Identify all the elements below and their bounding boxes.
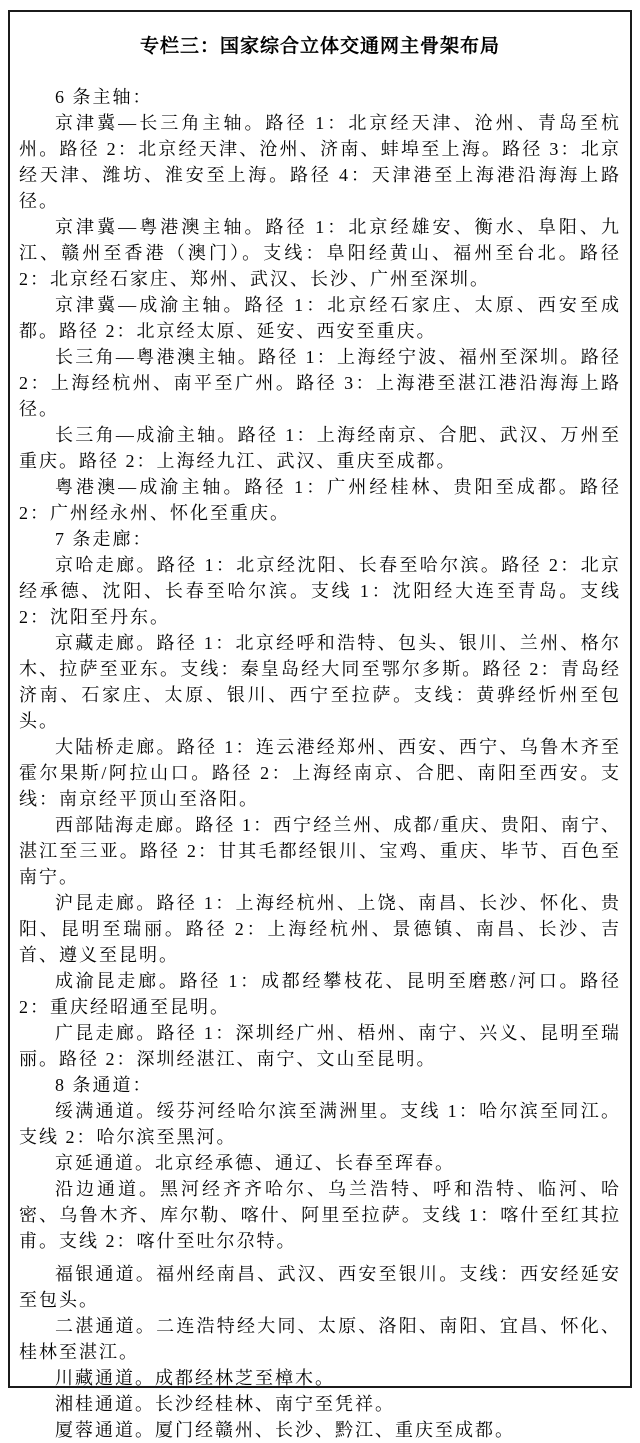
paragraph-corridor-xibuluhai: 西部陆海走廊。路径 1：西宁经兰州、成都/重庆、贵阳、南宁、湛江至三亚。路径 2：甘其毛都经银川、宝鸡、重庆、毕节、百色至南宁。 <box>19 815 621 887</box>
paragraph-axis-changsanjiao-yuegangao: 长三角—粤港澳主轴。路径 1：上海经宁波、福州至深圳。路径 2：上海经杭州、南平至广州。路径 3：上海港至湛江港沿海海上路径。 <box>19 347 621 419</box>
paragraph-corridor-chengyukun: 成渝昆走廊。路径 1：成都经攀枝花、昆明至磨憨/河口。路径 2：重庆经昭通至昆明。 <box>19 971 621 1017</box>
panel-title: 专栏三：国家综合立体交通网主骨架布局 <box>139 35 500 57</box>
panel-body <box>19 84 621 1443</box>
paragraph-axis-jingjinji-chengyu: 京津冀—成渝主轴。路径 1：北京经石家庄、太原、西安至成都。路径 2：北京经太原、延安、西安至重庆。 <box>19 295 621 341</box>
paragraph-channel-erzhan: 二湛通道。二连浩特经大同、太原、洛阳、南阳、宜昌、怀化、桂林至湛江。 <box>19 1316 621 1362</box>
paragraph-channel-jingyan: 京延通道。北京经承德、通辽、长春至珲春。 <box>55 1153 455 1173</box>
paragraph-corridor-hukun: 沪昆走廊。路径 1：上海经杭州、上饶、南昌、长沙、怀化、贵阳、昆明至瑞丽。路径 2：上海经杭州、景德镇、南昌、长沙、吉首、遵义至昆明。 <box>19 893 621 965</box>
paragraph-axis-yuegangao-chengyu: 粤港澳—成渝主轴。路径 1：广州经桂林、贵阳至成都。路径 2：广州经永州、怀化至重庆。 <box>19 477 621 523</box>
paragraph-channel-suiman: 绥满通道。绥芬河经哈尔滨至满洲里。支线 1：哈尔滨至同江。支线 2：哈尔滨至黑河。 <box>19 1101 621 1147</box>
paragraph-channel-fuyin: 福银通道。福州经南昌、武汉、西安至银川。支线：西安经延安至包头。 <box>19 1264 621 1310</box>
paragraph-corridor-daluqiao: 大陆桥走廊。路径 1：连云港经郑州、西安、西宁、乌鲁木齐至霍尔果斯/阿拉山口。路径 2：上海经南京、合肥、南阳至西安。支线：南京经平顶山至洛阳。 <box>19 737 621 809</box>
document-panel <box>8 10 632 1440</box>
paragraph-axis-jingjinji-changsanjiao: 京津冀—长三角主轴。路径 1：北京经天津、沧州、青岛至杭州。路径 2：北京经天津、沧州、济南、蚌埠至上海。路径 3：北京经天津、潍坊、淮安至上海。路径 4：天津港至上海港沿海海上路径。 <box>19 113 621 211</box>
paragraph-corridor-jingzang: 京藏走廊。路径 1：北京经呼和浩特、包头、银川、兰州、格尔木、拉萨至亚东。支线：秦皇岛经大同至鄂尔多斯。路径 2：青岛经济南、石家庄、太原、银川、西宁至拉萨。支线：黄骅经忻州至包头。 <box>19 633 621 731</box>
paragraph-channel-xianggui: 湘桂通道。长沙经桂林、南宁至凭祥。 <box>55 1394 395 1414</box>
heading-7-corridors: 7 条走廊： <box>55 529 153 549</box>
paragraph-channel-xiarong: 厦蓉通道。厦门经赣州、长沙、黔江、重庆至成都。 <box>55 1420 515 1440</box>
paragraph-axis-changsanjiao-chengyu: 长三角—成渝主轴。路径 1：上海经南京、合肥、武汉、万州至重庆。路径 2：上海经九江、武汉、重庆至成都。 <box>19 425 621 471</box>
paragraph-channel-chuanzang: 川藏通道。成都经林芝至樟木。 <box>55 1368 335 1388</box>
heading-8-channels: 8 条通道： <box>55 1075 153 1095</box>
heading-6-main-axes: 6 条主轴： <box>55 87 153 107</box>
paragraph-channel-yanbian: 沿边通道。黑河经齐齐哈尔、乌兰浩特、呼和浩特、临河、哈密、乌鲁木齐、库尔勒、喀什、阿里至拉萨。支线 1：喀什至红其拉甫。支线 2：喀什至吐尔尕特。 <box>19 1179 621 1251</box>
paragraph-corridor-guangkun: 广昆走廊。路径 1：深圳经广州、梧州、南宁、兴义、昆明至瑞丽。路径 2：深圳经湛江、南宁、文山至昆明。 <box>19 1023 621 1069</box>
paragraph-corridor-jingha: 京哈走廊。路径 1：北京经沈阳、长春至哈尔滨。路径 2：北京经承德、沈阳、长春至哈尔滨。支线 1：沈阳经大连至青岛。支线 2：沈阳至丹东。 <box>19 555 621 627</box>
paragraph-axis-jingjinji-yuegangao: 京津冀—粤港澳主轴。路径 1：北京经雄安、衡水、阜阳、九江、赣州至香港（澳门）。支线：阜阳经黄山、福州至台北。路径 2：北京经石家庄、郑州、武汉、长沙、广州至深圳。 <box>19 217 621 289</box>
